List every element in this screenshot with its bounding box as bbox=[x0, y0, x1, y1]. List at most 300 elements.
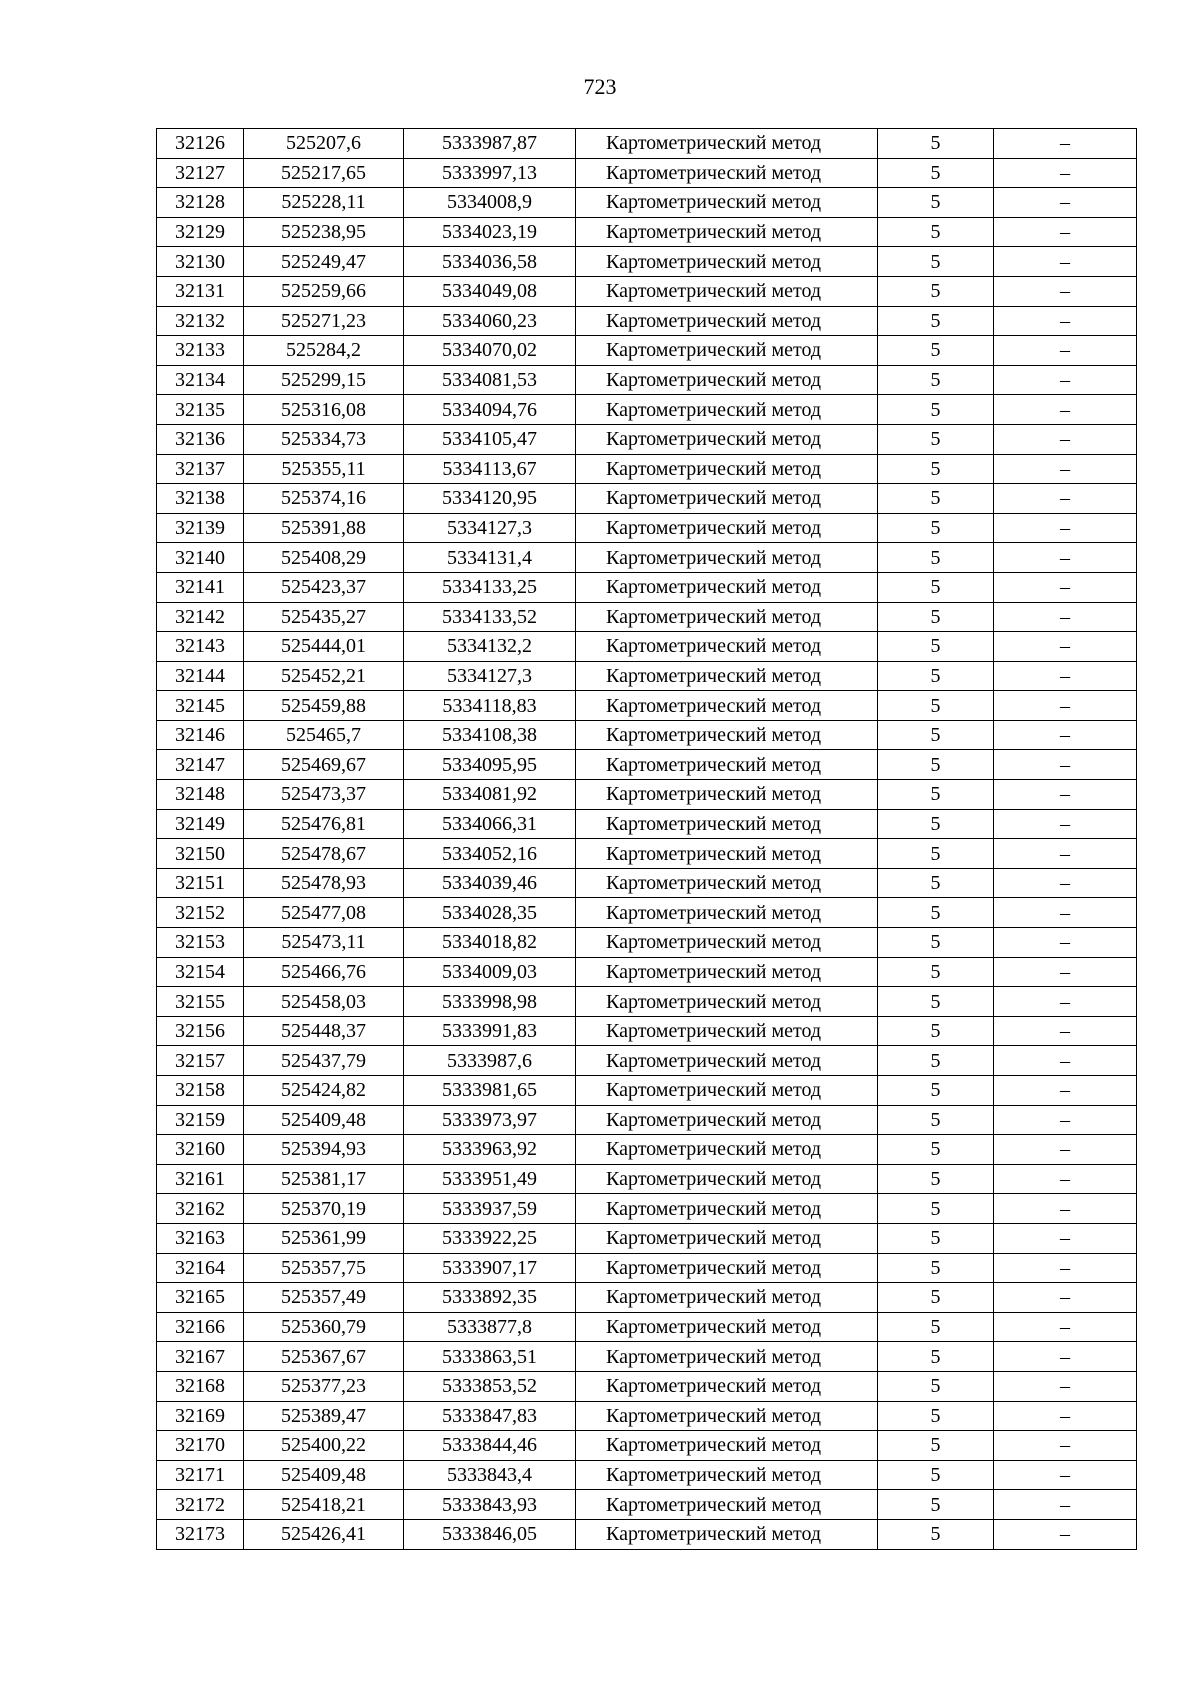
x-coordinate-cell: 525370,19 bbox=[244, 1194, 404, 1224]
accuracy-cell: 5 bbox=[878, 1016, 994, 1046]
table-row bbox=[157, 602, 1137, 632]
accuracy-cell: 5 bbox=[878, 750, 994, 780]
point-number-cell: 32137 bbox=[157, 454, 244, 484]
table-row bbox=[157, 1342, 1137, 1372]
point-number-cell: 32169 bbox=[157, 1401, 244, 1431]
method-cell: Картометрический метод bbox=[576, 809, 878, 839]
method-cell: Картометрический метод bbox=[576, 1164, 878, 1194]
accuracy-cell: 5 bbox=[878, 1046, 994, 1076]
accuracy-cell: 5 bbox=[878, 661, 994, 691]
note-cell: – bbox=[994, 484, 1137, 514]
point-number-cell: 32136 bbox=[157, 424, 244, 454]
x-coordinate-cell: 525476,81 bbox=[244, 809, 404, 839]
method-cell: Картометрический метод bbox=[576, 1223, 878, 1253]
x-coordinate-cell: 525477,08 bbox=[244, 898, 404, 928]
table-row bbox=[157, 484, 1137, 514]
table-row bbox=[157, 691, 1137, 721]
method-cell: Картометрический метод bbox=[576, 1342, 878, 1372]
point-number-cell: 32138 bbox=[157, 484, 244, 514]
note-cell: – bbox=[994, 957, 1137, 987]
table-row bbox=[157, 868, 1137, 898]
accuracy-cell: 5 bbox=[878, 868, 994, 898]
table-row bbox=[157, 780, 1137, 810]
table-row bbox=[157, 1460, 1137, 1490]
accuracy-cell: 5 bbox=[878, 928, 994, 958]
table-row bbox=[157, 365, 1137, 395]
table-row bbox=[157, 129, 1137, 159]
table-row bbox=[157, 750, 1137, 780]
point-number-cell: 32154 bbox=[157, 957, 244, 987]
x-coordinate-cell: 525271,23 bbox=[244, 306, 404, 336]
y-coordinate-cell: 5334018,82 bbox=[404, 928, 576, 958]
y-coordinate-cell: 5334060,23 bbox=[404, 306, 576, 336]
accuracy-cell: 5 bbox=[878, 1283, 994, 1313]
note-cell: – bbox=[994, 306, 1137, 336]
accuracy-cell: 5 bbox=[878, 129, 994, 159]
y-coordinate-cell: 5334105,47 bbox=[404, 424, 576, 454]
accuracy-cell: 5 bbox=[878, 543, 994, 573]
point-number-cell: 32170 bbox=[157, 1431, 244, 1461]
x-coordinate-cell: 525217,65 bbox=[244, 158, 404, 188]
y-coordinate-cell: 5334133,52 bbox=[404, 602, 576, 632]
method-cell: Картометрический метод bbox=[576, 928, 878, 958]
point-number-cell: 32139 bbox=[157, 513, 244, 543]
table-row bbox=[157, 1135, 1137, 1165]
y-coordinate-cell: 5333937,59 bbox=[404, 1194, 576, 1224]
y-coordinate-cell: 5334118,83 bbox=[404, 691, 576, 721]
y-coordinate-cell: 5333843,4 bbox=[404, 1460, 576, 1490]
point-number-cell: 32163 bbox=[157, 1223, 244, 1253]
method-cell: Картометрический метод bbox=[576, 336, 878, 366]
method-cell: Картометрический метод bbox=[576, 602, 878, 632]
point-number-cell: 32134 bbox=[157, 365, 244, 395]
x-coordinate-cell: 525435,27 bbox=[244, 602, 404, 632]
point-number-cell: 32153 bbox=[157, 928, 244, 958]
point-number-cell: 32135 bbox=[157, 395, 244, 425]
note-cell: – bbox=[994, 513, 1137, 543]
accuracy-cell: 5 bbox=[878, 454, 994, 484]
point-number-cell: 32167 bbox=[157, 1342, 244, 1372]
table-row bbox=[157, 898, 1137, 928]
x-coordinate-cell: 525228,11 bbox=[244, 188, 404, 218]
x-coordinate-cell: 525394,93 bbox=[244, 1135, 404, 1165]
method-cell: Картометрический метод bbox=[576, 513, 878, 543]
note-cell: – bbox=[994, 780, 1137, 810]
table-row bbox=[157, 1401, 1137, 1431]
method-cell: Картометрический метод bbox=[576, 1431, 878, 1461]
note-cell: – bbox=[994, 720, 1137, 750]
point-number-cell: 32157 bbox=[157, 1046, 244, 1076]
method-cell: Картометрический метод bbox=[576, 454, 878, 484]
point-number-cell: 32172 bbox=[157, 1490, 244, 1520]
y-coordinate-cell: 5334039,46 bbox=[404, 868, 576, 898]
accuracy-cell: 5 bbox=[878, 691, 994, 721]
accuracy-cell: 5 bbox=[878, 1431, 994, 1461]
note-cell: – bbox=[994, 1046, 1137, 1076]
method-cell: Картометрический метод bbox=[576, 750, 878, 780]
note-cell: – bbox=[994, 1490, 1137, 1520]
note-cell: – bbox=[994, 365, 1137, 395]
point-number-cell: 32147 bbox=[157, 750, 244, 780]
accuracy-cell: 5 bbox=[878, 898, 994, 928]
table-row bbox=[157, 720, 1137, 750]
table-row bbox=[157, 957, 1137, 987]
note-cell: – bbox=[994, 898, 1137, 928]
method-cell: Картометрический метод bbox=[576, 957, 878, 987]
y-coordinate-cell: 5333863,51 bbox=[404, 1342, 576, 1372]
x-coordinate-cell: 525423,37 bbox=[244, 572, 404, 602]
table-row bbox=[157, 1312, 1137, 1342]
table-row bbox=[157, 1431, 1137, 1461]
y-coordinate-cell: 5333987,6 bbox=[404, 1046, 576, 1076]
method-cell: Картометрический метод bbox=[576, 1312, 878, 1342]
method-cell: Картометрический метод bbox=[576, 1490, 878, 1520]
x-coordinate-cell: 525284,2 bbox=[244, 336, 404, 366]
method-cell: Картометрический метод bbox=[576, 1460, 878, 1490]
x-coordinate-cell: 525316,08 bbox=[244, 395, 404, 425]
y-coordinate-cell: 5333997,13 bbox=[404, 158, 576, 188]
note-cell: – bbox=[994, 276, 1137, 306]
note-cell: – bbox=[994, 454, 1137, 484]
point-number-cell: 32165 bbox=[157, 1283, 244, 1313]
accuracy-cell: 5 bbox=[878, 1164, 994, 1194]
point-number-cell: 32155 bbox=[157, 987, 244, 1017]
note-cell: – bbox=[994, 395, 1137, 425]
point-number-cell: 32130 bbox=[157, 247, 244, 277]
x-coordinate-cell: 525469,67 bbox=[244, 750, 404, 780]
accuracy-cell: 5 bbox=[878, 247, 994, 277]
accuracy-cell: 5 bbox=[878, 720, 994, 750]
accuracy-cell: 5 bbox=[878, 1076, 994, 1106]
method-cell: Картометрический метод bbox=[576, 720, 878, 750]
table-row bbox=[157, 306, 1137, 336]
note-cell: – bbox=[994, 750, 1137, 780]
accuracy-cell: 5 bbox=[878, 306, 994, 336]
x-coordinate-cell: 525409,48 bbox=[244, 1460, 404, 1490]
accuracy-cell: 5 bbox=[878, 1342, 994, 1372]
point-number-cell: 32129 bbox=[157, 217, 244, 247]
point-number-cell: 32164 bbox=[157, 1253, 244, 1283]
x-coordinate-cell: 525426,41 bbox=[244, 1519, 404, 1549]
note-cell: – bbox=[994, 1016, 1137, 1046]
point-number-cell: 32126 bbox=[157, 129, 244, 159]
point-number-cell: 32131 bbox=[157, 276, 244, 306]
table-row bbox=[157, 839, 1137, 869]
x-coordinate-cell: 525377,23 bbox=[244, 1371, 404, 1401]
x-coordinate-cell: 525381,17 bbox=[244, 1164, 404, 1194]
table-row bbox=[157, 1283, 1137, 1313]
note-cell: – bbox=[994, 572, 1137, 602]
accuracy-cell: 5 bbox=[878, 780, 994, 810]
note-cell: – bbox=[994, 1342, 1137, 1372]
x-coordinate-cell: 525409,48 bbox=[244, 1105, 404, 1135]
accuracy-cell: 5 bbox=[878, 188, 994, 218]
accuracy-cell: 5 bbox=[878, 1460, 994, 1490]
note-cell: – bbox=[994, 839, 1137, 869]
note-cell: – bbox=[994, 1223, 1137, 1253]
table-row bbox=[157, 543, 1137, 573]
x-coordinate-cell: 525357,75 bbox=[244, 1253, 404, 1283]
point-number-cell: 32127 bbox=[157, 158, 244, 188]
method-cell: Картометрический метод bbox=[576, 424, 878, 454]
point-number-cell: 32146 bbox=[157, 720, 244, 750]
accuracy-cell: 5 bbox=[878, 1194, 994, 1224]
table-row bbox=[157, 188, 1137, 218]
note-cell: – bbox=[994, 809, 1137, 839]
x-coordinate-cell: 525408,29 bbox=[244, 543, 404, 573]
x-coordinate-cell: 525360,79 bbox=[244, 1312, 404, 1342]
method-cell: Картометрический метод bbox=[576, 572, 878, 602]
x-coordinate-cell: 525437,79 bbox=[244, 1046, 404, 1076]
y-coordinate-cell: 5333963,92 bbox=[404, 1135, 576, 1165]
point-number-cell: 32133 bbox=[157, 336, 244, 366]
y-coordinate-cell: 5334094,76 bbox=[404, 395, 576, 425]
y-coordinate-cell: 5334113,67 bbox=[404, 454, 576, 484]
note-cell: – bbox=[994, 424, 1137, 454]
table-row bbox=[157, 454, 1137, 484]
note-cell: – bbox=[994, 188, 1137, 218]
accuracy-cell: 5 bbox=[878, 395, 994, 425]
table-body bbox=[157, 129, 1137, 1550]
note-cell: – bbox=[994, 1312, 1137, 1342]
x-coordinate-cell: 525249,47 bbox=[244, 247, 404, 277]
note-cell: – bbox=[994, 1253, 1137, 1283]
x-coordinate-cell: 525334,73 bbox=[244, 424, 404, 454]
table-row bbox=[157, 1519, 1137, 1549]
x-coordinate-cell: 525452,21 bbox=[244, 661, 404, 691]
method-cell: Картометрический метод bbox=[576, 661, 878, 691]
accuracy-cell: 5 bbox=[878, 839, 994, 869]
table-row bbox=[157, 987, 1137, 1017]
y-coordinate-cell: 5334108,38 bbox=[404, 720, 576, 750]
x-coordinate-cell: 525473,11 bbox=[244, 928, 404, 958]
point-number-cell: 32159 bbox=[157, 1105, 244, 1135]
method-cell: Картометрический метод bbox=[576, 1253, 878, 1283]
method-cell: Картометрический метод bbox=[576, 1076, 878, 1106]
accuracy-cell: 5 bbox=[878, 217, 994, 247]
x-coordinate-cell: 525361,99 bbox=[244, 1223, 404, 1253]
accuracy-cell: 5 bbox=[878, 1105, 994, 1135]
note-cell: – bbox=[994, 1105, 1137, 1135]
method-cell: Картометрический метод bbox=[576, 1135, 878, 1165]
accuracy-cell: 5 bbox=[878, 276, 994, 306]
y-coordinate-cell: 5334066,31 bbox=[404, 809, 576, 839]
point-number-cell: 32150 bbox=[157, 839, 244, 869]
point-number-cell: 32173 bbox=[157, 1519, 244, 1549]
method-cell: Картометрический метод bbox=[576, 1105, 878, 1135]
y-coordinate-cell: 5334095,95 bbox=[404, 750, 576, 780]
coordinates-table bbox=[156, 128, 1137, 1550]
accuracy-cell: 5 bbox=[878, 957, 994, 987]
table-row bbox=[157, 1046, 1137, 1076]
y-coordinate-cell: 5333907,17 bbox=[404, 1253, 576, 1283]
accuracy-cell: 5 bbox=[878, 1223, 994, 1253]
y-coordinate-cell: 5334133,25 bbox=[404, 572, 576, 602]
point-number-cell: 32142 bbox=[157, 602, 244, 632]
x-coordinate-cell: 525448,37 bbox=[244, 1016, 404, 1046]
method-cell: Картометрический метод bbox=[576, 780, 878, 810]
note-cell: – bbox=[994, 1431, 1137, 1461]
point-number-cell: 32144 bbox=[157, 661, 244, 691]
point-number-cell: 32145 bbox=[157, 691, 244, 721]
y-coordinate-cell: 5334127,3 bbox=[404, 661, 576, 691]
x-coordinate-cell: 525357,49 bbox=[244, 1283, 404, 1313]
table-row bbox=[157, 424, 1137, 454]
accuracy-cell: 5 bbox=[878, 809, 994, 839]
method-cell: Картометрический метод bbox=[576, 632, 878, 662]
point-number-cell: 32128 bbox=[157, 188, 244, 218]
y-coordinate-cell: 5334081,92 bbox=[404, 780, 576, 810]
x-coordinate-cell: 525459,88 bbox=[244, 691, 404, 721]
accuracy-cell: 5 bbox=[878, 602, 994, 632]
point-number-cell: 32160 bbox=[157, 1135, 244, 1165]
method-cell: Картометрический метод bbox=[576, 276, 878, 306]
x-coordinate-cell: 525444,01 bbox=[244, 632, 404, 662]
table-row bbox=[157, 247, 1137, 277]
method-cell: Картометрический метод bbox=[576, 543, 878, 573]
y-coordinate-cell: 5333843,93 bbox=[404, 1490, 576, 1520]
x-coordinate-cell: 525238,95 bbox=[244, 217, 404, 247]
method-cell: Картометрический метод bbox=[576, 1194, 878, 1224]
table-row bbox=[157, 1016, 1137, 1046]
accuracy-cell: 5 bbox=[878, 1490, 994, 1520]
table-row bbox=[157, 661, 1137, 691]
note-cell: – bbox=[994, 987, 1137, 1017]
accuracy-cell: 5 bbox=[878, 424, 994, 454]
point-number-cell: 32132 bbox=[157, 306, 244, 336]
method-cell: Картометрический метод bbox=[576, 898, 878, 928]
x-coordinate-cell: 525478,93 bbox=[244, 868, 404, 898]
x-coordinate-cell: 525299,15 bbox=[244, 365, 404, 395]
y-coordinate-cell: 5334081,53 bbox=[404, 365, 576, 395]
note-cell: – bbox=[994, 868, 1137, 898]
table-row bbox=[157, 1223, 1137, 1253]
x-coordinate-cell: 525418,21 bbox=[244, 1490, 404, 1520]
note-cell: – bbox=[994, 928, 1137, 958]
table-row bbox=[157, 632, 1137, 662]
method-cell: Картометрический метод bbox=[576, 395, 878, 425]
method-cell: Картометрический метод bbox=[576, 1283, 878, 1313]
note-cell: – bbox=[994, 1519, 1137, 1549]
point-number-cell: 32162 bbox=[157, 1194, 244, 1224]
table-row bbox=[157, 1194, 1137, 1224]
y-coordinate-cell: 5334008,9 bbox=[404, 188, 576, 218]
y-coordinate-cell: 5333844,46 bbox=[404, 1431, 576, 1461]
note-cell: – bbox=[994, 1283, 1137, 1313]
y-coordinate-cell: 5333892,35 bbox=[404, 1283, 576, 1313]
method-cell: Картометрический метод bbox=[576, 1016, 878, 1046]
accuracy-cell: 5 bbox=[878, 158, 994, 188]
table-row bbox=[157, 1076, 1137, 1106]
table-row bbox=[157, 336, 1137, 366]
accuracy-cell: 5 bbox=[878, 1371, 994, 1401]
table-row bbox=[157, 513, 1137, 543]
note-cell: – bbox=[994, 129, 1137, 159]
point-number-cell: 32151 bbox=[157, 868, 244, 898]
note-cell: – bbox=[994, 1076, 1137, 1106]
table-row bbox=[157, 395, 1137, 425]
y-coordinate-cell: 5334023,19 bbox=[404, 217, 576, 247]
y-coordinate-cell: 5333998,98 bbox=[404, 987, 576, 1017]
accuracy-cell: 5 bbox=[878, 987, 994, 1017]
y-coordinate-cell: 5333847,83 bbox=[404, 1401, 576, 1431]
y-coordinate-cell: 5334028,35 bbox=[404, 898, 576, 928]
point-number-cell: 32143 bbox=[157, 632, 244, 662]
method-cell: Картометрический метод bbox=[576, 247, 878, 277]
point-number-cell: 32166 bbox=[157, 1312, 244, 1342]
x-coordinate-cell: 525473,37 bbox=[244, 780, 404, 810]
note-cell: – bbox=[994, 602, 1137, 632]
accuracy-cell: 5 bbox=[878, 1401, 994, 1431]
x-coordinate-cell: 525478,67 bbox=[244, 839, 404, 869]
note-cell: – bbox=[994, 158, 1137, 188]
method-cell: Картометрический метод bbox=[576, 158, 878, 188]
y-coordinate-cell: 5333981,65 bbox=[404, 1076, 576, 1106]
accuracy-cell: 5 bbox=[878, 1519, 994, 1549]
table-row bbox=[157, 276, 1137, 306]
y-coordinate-cell: 5333987,87 bbox=[404, 129, 576, 159]
x-coordinate-cell: 525355,11 bbox=[244, 454, 404, 484]
x-coordinate-cell: 525367,67 bbox=[244, 1342, 404, 1372]
y-coordinate-cell: 5334131,4 bbox=[404, 543, 576, 573]
point-number-cell: 32141 bbox=[157, 572, 244, 602]
table-row bbox=[157, 928, 1137, 958]
note-cell: – bbox=[994, 1371, 1137, 1401]
point-number-cell: 32171 bbox=[157, 1460, 244, 1490]
note-cell: – bbox=[994, 247, 1137, 277]
table-row bbox=[157, 1105, 1137, 1135]
y-coordinate-cell: 5333951,49 bbox=[404, 1164, 576, 1194]
table-row bbox=[157, 158, 1137, 188]
y-coordinate-cell: 5334036,58 bbox=[404, 247, 576, 277]
note-cell: – bbox=[994, 632, 1137, 662]
x-coordinate-cell: 525207,6 bbox=[244, 129, 404, 159]
y-coordinate-cell: 5334070,02 bbox=[404, 336, 576, 366]
table-row bbox=[157, 1253, 1137, 1283]
x-coordinate-cell: 525458,03 bbox=[244, 987, 404, 1017]
point-number-cell: 32158 bbox=[157, 1076, 244, 1106]
table-row bbox=[157, 1371, 1137, 1401]
method-cell: Картометрический метод bbox=[576, 868, 878, 898]
y-coordinate-cell: 5333877,8 bbox=[404, 1312, 576, 1342]
accuracy-cell: 5 bbox=[878, 336, 994, 366]
method-cell: Картометрический метод bbox=[576, 839, 878, 869]
accuracy-cell: 5 bbox=[878, 572, 994, 602]
method-cell: Картометрический метод bbox=[576, 1401, 878, 1431]
method-cell: Картометрический метод bbox=[576, 691, 878, 721]
x-coordinate-cell: 525391,88 bbox=[244, 513, 404, 543]
note-cell: – bbox=[994, 336, 1137, 366]
x-coordinate-cell: 525400,22 bbox=[244, 1431, 404, 1461]
accuracy-cell: 5 bbox=[878, 632, 994, 662]
note-cell: – bbox=[994, 1460, 1137, 1490]
y-coordinate-cell: 5334052,16 bbox=[404, 839, 576, 869]
method-cell: Картометрический метод bbox=[576, 188, 878, 218]
method-cell: Картометрический метод bbox=[576, 1519, 878, 1549]
x-coordinate-cell: 525259,66 bbox=[244, 276, 404, 306]
accuracy-cell: 5 bbox=[878, 513, 994, 543]
note-cell: – bbox=[994, 661, 1137, 691]
accuracy-cell: 5 bbox=[878, 484, 994, 514]
method-cell: Картометрический метод bbox=[576, 365, 878, 395]
point-number-cell: 32156 bbox=[157, 1016, 244, 1046]
table-row bbox=[157, 1490, 1137, 1520]
accuracy-cell: 5 bbox=[878, 365, 994, 395]
method-cell: Картометрический метод bbox=[576, 1371, 878, 1401]
table-row bbox=[157, 572, 1137, 602]
point-number-cell: 32168 bbox=[157, 1371, 244, 1401]
point-number-cell: 32149 bbox=[157, 809, 244, 839]
